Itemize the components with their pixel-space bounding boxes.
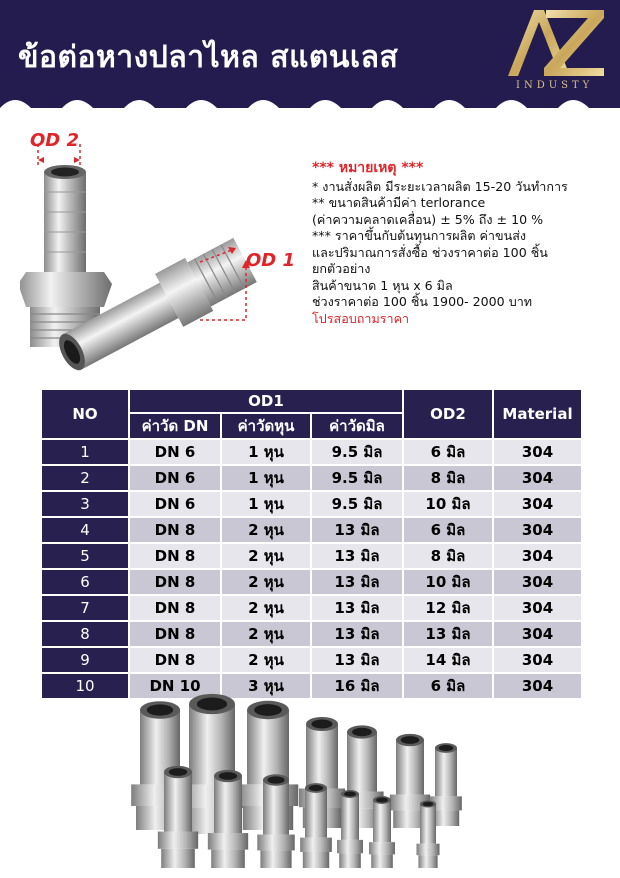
header-od1: OD1 bbox=[129, 389, 403, 413]
notes-line: ** ขนาดสินค้ามีค่า terlorance bbox=[312, 195, 486, 210]
table-row bbox=[41, 517, 582, 543]
notes-heading: *** หมายเหตุ *** bbox=[312, 160, 424, 176]
header-material: Material bbox=[493, 389, 582, 439]
table-row bbox=[41, 465, 582, 491]
fittings-group-image bbox=[130, 692, 470, 874]
row-no: 2 bbox=[41, 465, 129, 491]
row-material: 304 bbox=[493, 647, 582, 673]
row-od2: 8 มิล bbox=[403, 465, 493, 491]
row-hun: 1 หุน bbox=[221, 491, 311, 517]
header-od2: OD2 bbox=[403, 389, 493, 439]
row-mil: 13 มิล bbox=[311, 647, 403, 673]
row-material: 304 bbox=[493, 491, 582, 517]
row-material: 304 bbox=[493, 621, 582, 647]
row-od2: 8 มิล bbox=[403, 543, 493, 569]
row-no: 8 bbox=[41, 621, 129, 647]
od1-label: OD 1 bbox=[246, 250, 296, 271]
notes-line: สินค้าขนาด 1 หุน x 6 มิล bbox=[312, 277, 453, 293]
row-dn: DN 10 bbox=[129, 673, 221, 699]
notes-line: *** ราคาขึ้นกับต้นทุนการผลิต ค่าขนส่ง bbox=[312, 228, 527, 243]
row-no: 5 bbox=[41, 543, 129, 569]
contact-note: โปรสอบถามราคา bbox=[312, 310, 410, 326]
row-hun: 1 หุน bbox=[221, 465, 311, 491]
row-hun: 2 หุน bbox=[221, 569, 311, 595]
row-dn: DN 8 bbox=[129, 569, 221, 595]
row-mil: 13 มิล bbox=[311, 569, 403, 595]
row-material: 304 bbox=[493, 517, 582, 543]
row-hun: 2 หุน bbox=[221, 621, 311, 647]
row-mil: 13 มิล bbox=[311, 543, 403, 569]
table-row bbox=[41, 543, 582, 569]
table-row bbox=[41, 647, 582, 673]
header-no: NO bbox=[41, 389, 129, 439]
table-row bbox=[41, 439, 582, 465]
row-od2: 14 มิล bbox=[403, 647, 493, 673]
row-material: 304 bbox=[493, 595, 582, 621]
row-hun: 1 หุน bbox=[221, 439, 311, 465]
table-row bbox=[41, 491, 582, 517]
header-banner bbox=[0, 0, 620, 108]
fittings-illustration bbox=[130, 692, 470, 874]
row-hun: 2 หุน bbox=[221, 647, 311, 673]
row-od2: 6 มิล bbox=[403, 439, 493, 465]
spec-table bbox=[40, 388, 583, 700]
row-material: 304 bbox=[493, 543, 582, 569]
row-dn: DN 8 bbox=[129, 621, 221, 647]
row-mil: 13 มิล bbox=[311, 595, 403, 621]
row-no: 4 bbox=[41, 517, 129, 543]
row-hun: 2 หุน bbox=[221, 595, 311, 621]
row-mil: 9.5 มิล bbox=[311, 465, 403, 491]
row-no: 3 bbox=[41, 491, 129, 517]
row-no: 10 bbox=[41, 673, 129, 699]
row-dn: DN 6 bbox=[129, 439, 221, 465]
header-dn: ค่าวัด DN bbox=[129, 413, 221, 439]
row-mil: 13 มิล bbox=[311, 621, 403, 647]
row-hun: 2 หุน bbox=[221, 543, 311, 569]
notes-line: และปริมาณการสั่งซื้อ ช่วงราคาต่อ 100 ชิ้น bbox=[312, 244, 548, 260]
row-od2: 10 มิล bbox=[403, 491, 493, 517]
row-dn: DN 6 bbox=[129, 465, 221, 491]
row-mil: 16 มิล bbox=[311, 673, 403, 699]
row-material: 304 bbox=[493, 439, 582, 465]
logo-subtitle: INDUSTY bbox=[516, 80, 594, 91]
notes-block bbox=[312, 160, 612, 327]
row-material: 304 bbox=[493, 673, 582, 699]
row-no: 1 bbox=[41, 439, 129, 465]
notes-line: ยกตัวอย่าง bbox=[312, 261, 371, 276]
header-hun: ค่าวัดหุน bbox=[221, 413, 311, 439]
row-material: 304 bbox=[493, 465, 582, 491]
row-od2: 6 มิล bbox=[403, 517, 493, 543]
row-mil: 9.5 มิล bbox=[311, 439, 403, 465]
row-dn: DN 6 bbox=[129, 491, 221, 517]
row-dn: DN 8 bbox=[129, 595, 221, 621]
notes-line: * งานสั่งผลิต มีระยะเวลาผลิต 15-20 วันทำการ bbox=[312, 178, 568, 194]
row-no: 9 bbox=[41, 647, 129, 673]
row-od2: 6 มิล bbox=[403, 673, 493, 699]
row-mil: 13 มิล bbox=[311, 517, 403, 543]
row-material: 304 bbox=[493, 569, 582, 595]
hose-barb-fitting-image bbox=[20, 122, 310, 372]
page-title: ข้อต่อหางปลาไหล สแตนเลส bbox=[18, 40, 399, 75]
row-od2: 10 มิล bbox=[403, 569, 493, 595]
table-row bbox=[41, 621, 582, 647]
header-wave bbox=[0, 82, 620, 108]
notes-line: (ค่าความคลาดเคลื่อน) ± 5% ถึง ± 10 % bbox=[312, 211, 544, 227]
row-od2: 12 มิล bbox=[403, 595, 493, 621]
row-dn: DN 8 bbox=[129, 543, 221, 569]
row-dn: DN 8 bbox=[129, 647, 221, 673]
od2-label: OD 2 bbox=[30, 130, 80, 151]
row-hun: 2 หุน bbox=[221, 517, 311, 543]
table-row bbox=[41, 595, 582, 621]
product-diagram bbox=[20, 122, 310, 372]
row-no: 6 bbox=[41, 569, 129, 595]
table-row bbox=[41, 569, 582, 595]
row-mil: 9.5 มิล bbox=[311, 491, 403, 517]
row-dn: DN 8 bbox=[129, 517, 221, 543]
row-hun: 3 หุน bbox=[221, 673, 311, 699]
notes-line: ช่วงราคาต่อ 100 ชิ้น 1900- 2000 บาท bbox=[312, 294, 533, 309]
header-mil: ค่าวัดมิล bbox=[311, 413, 403, 439]
row-od2: 13 มิล bbox=[403, 621, 493, 647]
row-no: 7 bbox=[41, 595, 129, 621]
